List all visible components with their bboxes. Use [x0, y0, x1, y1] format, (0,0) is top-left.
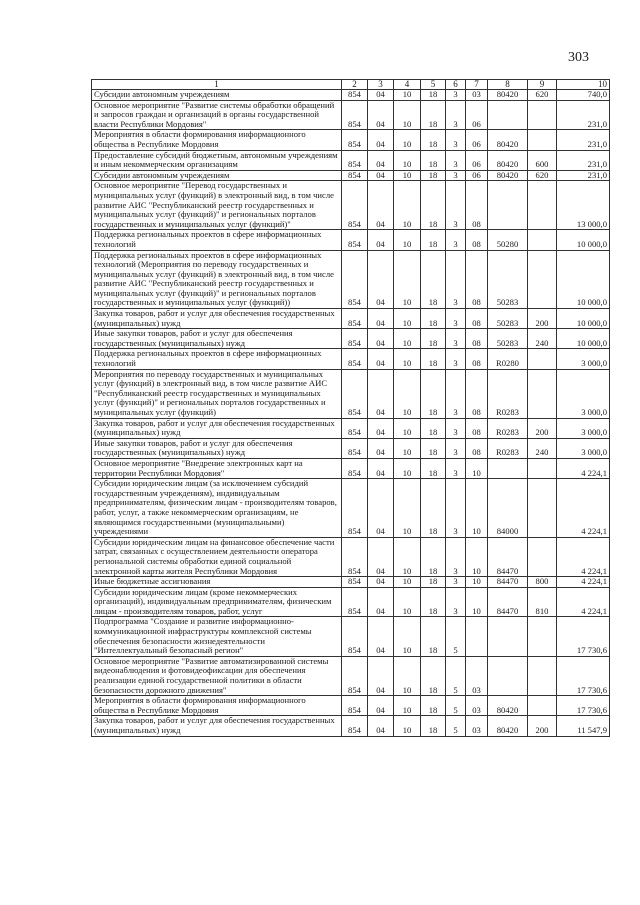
subprogram-cell: 3	[446, 587, 466, 617]
expense-type-cell	[528, 656, 557, 695]
amount-cell: 3 000,0	[557, 369, 610, 418]
budget-table	[91, 79, 610, 737]
kvsr-cell: 854	[342, 418, 368, 438]
row-name-cell: Поддержка региональных проектов в сфере информационных технологий	[92, 349, 342, 369]
amount-cell: 10 000,0	[557, 230, 610, 250]
measure-cell: 03	[466, 656, 488, 695]
direction-cell: 50283	[488, 250, 528, 309]
table-row	[92, 577, 610, 588]
section-cell: 04	[368, 130, 394, 150]
subprogram-cell: 3	[446, 250, 466, 309]
kvsr-cell: 854	[342, 587, 368, 617]
amount-cell: 4 224,1	[557, 577, 610, 588]
expense-type-cell	[528, 349, 557, 369]
table-row	[92, 656, 610, 695]
section-cell: 04	[368, 100, 394, 130]
direction-cell: 50283	[488, 309, 528, 329]
program-cell: 18	[421, 696, 446, 716]
direction-cell: R0283	[488, 418, 528, 438]
row-name-cell: Подпрограмма "Создание и развитие информационно-коммуникационной инфраструктуры комплексной системы обеспечения безопасности жизнедеятельности "Интеллектуальный безопасный регион"	[92, 617, 342, 656]
direction-cell: 80420	[488, 130, 528, 150]
section-cell: 04	[368, 438, 394, 458]
subprogram-cell: 3	[446, 537, 466, 576]
table-row	[92, 587, 610, 617]
section-cell: 04	[368, 458, 394, 478]
amount-cell: 10 000,0	[557, 329, 610, 349]
direction-cell: 84470	[488, 537, 528, 576]
subsection-cell: 10	[394, 150, 421, 170]
subprogram-cell: 5	[446, 617, 466, 656]
expense-type-cell	[528, 100, 557, 130]
kvsr-cell: 854	[342, 696, 368, 716]
subprogram-cell: 5	[446, 656, 466, 695]
kvsr-cell: 854	[342, 90, 368, 101]
direction-cell	[488, 617, 528, 656]
subsection-cell: 10	[394, 537, 421, 576]
table-row	[92, 716, 610, 736]
row-name-cell: Основное мероприятие "Развитие автоматизированной системы видеонаблюдения и фотовидеофиксации для обеспечения реализации единой государственной политики в области безопасности дорожного движения"	[92, 656, 342, 695]
column-header: 9	[528, 80, 557, 90]
direction-cell: 80420	[488, 170, 528, 181]
column-header: 2	[342, 80, 368, 90]
kvsr-cell: 854	[342, 170, 368, 181]
program-cell: 18	[421, 716, 446, 736]
expense-type-cell: 620	[528, 90, 557, 101]
direction-cell	[488, 181, 528, 230]
subprogram-cell: 3	[446, 100, 466, 130]
measure-cell: 10	[466, 458, 488, 478]
table-row	[92, 100, 610, 130]
program-cell: 18	[421, 617, 446, 656]
subprogram-cell: 3	[446, 170, 466, 181]
kvsr-cell: 854	[342, 479, 368, 538]
measure-cell: 03	[466, 90, 488, 101]
measure-cell: 10	[466, 537, 488, 576]
measure-cell: 08	[466, 418, 488, 438]
section-cell: 04	[368, 250, 394, 309]
direction-cell	[488, 458, 528, 478]
column-header: 4	[394, 80, 421, 90]
program-cell: 18	[421, 100, 446, 130]
row-name-cell: Субсидии юридическим лицам (за исключением субсидий государственным учреждениям), индивидуальным предпринимателям, физическим лицам - производителям товаров, работ, услуг, а также некоммерческим организациям, не являющимся государственными (муниципальными) учреждениями	[92, 479, 342, 538]
expense-type-cell	[528, 181, 557, 230]
subsection-cell: 10	[394, 656, 421, 695]
section-cell: 04	[368, 90, 394, 101]
table-row	[92, 696, 610, 716]
subprogram-cell: 3	[446, 418, 466, 438]
kvsr-cell: 854	[342, 438, 368, 458]
expense-type-cell: 810	[528, 587, 557, 617]
expense-type-cell	[528, 537, 557, 576]
direction-cell: 80420	[488, 150, 528, 170]
amount-cell: 4 224,1	[557, 458, 610, 478]
subprogram-cell: 3	[446, 130, 466, 150]
measure-cell: 08	[466, 309, 488, 329]
section-cell: 04	[368, 577, 394, 588]
subprogram-cell: 3	[446, 90, 466, 101]
row-name-cell: Закупка товаров, работ и услуг для обеспечения государственных (муниципальных) нужд	[92, 418, 342, 438]
table-row	[92, 369, 610, 418]
subprogram-cell: 3	[446, 349, 466, 369]
amount-cell: 231,0	[557, 130, 610, 150]
direction-cell: 80420	[488, 696, 528, 716]
subprogram-cell: 5	[446, 716, 466, 736]
column-header: 6	[446, 80, 466, 90]
program-cell: 18	[421, 181, 446, 230]
table-row	[92, 349, 610, 369]
expense-type-cell	[528, 479, 557, 538]
expense-type-cell	[528, 369, 557, 418]
section-cell: 04	[368, 170, 394, 181]
kvsr-cell: 854	[342, 181, 368, 230]
amount-cell: 4 224,1	[557, 479, 610, 538]
direction-cell: 84000	[488, 479, 528, 538]
measure-cell: 03	[466, 716, 488, 736]
direction-cell: 84470	[488, 587, 528, 617]
subsection-cell: 10	[394, 716, 421, 736]
table-row	[92, 230, 610, 250]
section-cell: 04	[368, 656, 394, 695]
direction-cell: R0280	[488, 349, 528, 369]
program-cell: 18	[421, 587, 446, 617]
amount-cell: 231,0	[557, 170, 610, 181]
amount-cell: 740,0	[557, 90, 610, 101]
row-name-cell: Иные бюджетные ассигнования	[92, 577, 342, 588]
expense-type-cell	[528, 250, 557, 309]
subsection-cell: 10	[394, 329, 421, 349]
kvsr-cell: 854	[342, 309, 368, 329]
table-row	[92, 170, 610, 181]
column-header: 1	[92, 80, 342, 90]
table-row	[92, 458, 610, 478]
kvsr-cell: 854	[342, 100, 368, 130]
measure-cell: 10	[466, 479, 488, 538]
amount-cell: 10 000,0	[557, 250, 610, 309]
program-cell: 18	[421, 309, 446, 329]
row-name-cell: Субсидии автономным учреждениям	[92, 170, 342, 181]
table-row	[92, 479, 610, 538]
row-name-cell: Закупка товаров, работ и услуг для обеспечения государственных (муниципальных) нужд	[92, 309, 342, 329]
kvsr-cell: 854	[342, 230, 368, 250]
kvsr-cell: 854	[342, 716, 368, 736]
section-cell: 04	[368, 181, 394, 230]
section-cell: 04	[368, 349, 394, 369]
row-name-cell: Поддержка региональных проектов в сфере информационных технологий (Мероприятия по переводу государственных и муниципальных услуг (функций) в электронный вид, в том числе развитие АИС "Республиканский реестр государственных и муниципальных услуг (функций)" и региональных порталов государственных и муниципальных услуг (функций))	[92, 250, 342, 309]
subsection-cell: 10	[394, 577, 421, 588]
expense-type-cell	[528, 696, 557, 716]
page-number: 303	[568, 50, 589, 65]
measure-cell: 08	[466, 181, 488, 230]
amount-cell: 17 730,6	[557, 656, 610, 695]
amount-cell: 10 000,0	[557, 309, 610, 329]
amount-cell: 3 000,0	[557, 349, 610, 369]
kvsr-cell: 854	[342, 329, 368, 349]
kvsr-cell: 854	[342, 537, 368, 576]
program-cell: 18	[421, 170, 446, 181]
amount-cell: 13 000,0	[557, 181, 610, 230]
direction-cell: 50280	[488, 230, 528, 250]
section-cell: 04	[368, 329, 394, 349]
expense-type-cell	[528, 230, 557, 250]
row-name-cell: Субсидии юридическим лицам на финансовое обеспечение части затрат, связанных с осуществлением деятельности оператора региональной системы обработки единой социальной электронной карты жителя Республики Мордовия	[92, 537, 342, 576]
subprogram-cell: 3	[446, 150, 466, 170]
measure-cell: 10	[466, 587, 488, 617]
program-cell: 18	[421, 90, 446, 101]
kvsr-cell: 854	[342, 349, 368, 369]
section-cell: 04	[368, 150, 394, 170]
row-name-cell: Мероприятия в области формирования информационного общества в Республике Мордовия	[92, 696, 342, 716]
expense-type-cell: 240	[528, 329, 557, 349]
subsection-cell: 10	[394, 181, 421, 230]
program-cell: 18	[421, 656, 446, 695]
table-row	[92, 150, 610, 170]
subsection-cell: 10	[394, 696, 421, 716]
subprogram-cell: 3	[446, 479, 466, 538]
subsection-cell: 10	[394, 250, 421, 309]
table-row	[92, 250, 610, 309]
amount-cell: 231,0	[557, 150, 610, 170]
direction-cell: 50283	[488, 329, 528, 349]
row-name-cell: Иные закупки товаров, работ и услуг для обеспечения государственных (муниципальных) нужд	[92, 329, 342, 349]
program-cell: 18	[421, 329, 446, 349]
table-row	[92, 130, 610, 150]
expense-type-cell: 800	[528, 577, 557, 588]
kvsr-cell: 854	[342, 617, 368, 656]
section-cell: 04	[368, 537, 394, 576]
subsection-cell: 10	[394, 617, 421, 656]
section-cell: 04	[368, 418, 394, 438]
subprogram-cell: 3	[446, 309, 466, 329]
table-row	[92, 537, 610, 576]
expense-type-cell: 200	[528, 716, 557, 736]
subsection-cell: 10	[394, 479, 421, 538]
program-cell: 18	[421, 418, 446, 438]
measure-cell: 10	[466, 577, 488, 588]
row-name-cell: Предоставление субсидий бюджетным, автономным учреждениям и иным некоммерческим организациям	[92, 150, 342, 170]
row-name-cell: Основное мероприятие "Внедрение электронных карт на территории Республики Мордовия"	[92, 458, 342, 478]
row-name-cell: Основное мероприятие "Перевод государственных и муниципальных услуг (функций) в электронный вид, в том числе развитие АИС "Республиканский реестр государственных и муниципальных услуг (функций)" и региональных порталов государственных и муниципальных услуг (функций)"	[92, 181, 342, 230]
row-name-cell: Субсидии юридическим лицам (кроме некоммерческих организаций), индивидуальным предпринимателям, физическим лицам - производителям товаров, работ, услуг	[92, 587, 342, 617]
amount-cell: 11 547,9	[557, 716, 610, 736]
subprogram-cell: 3	[446, 329, 466, 349]
program-cell: 18	[421, 479, 446, 538]
measure-cell: 06	[466, 100, 488, 130]
section-cell: 04	[368, 716, 394, 736]
measure-cell: 08	[466, 369, 488, 418]
expense-type-cell: 200	[528, 418, 557, 438]
direction-cell: R0283	[488, 369, 528, 418]
measure-cell: 06	[466, 150, 488, 170]
subsection-cell: 10	[394, 369, 421, 418]
subsection-cell: 10	[394, 309, 421, 329]
direction-cell	[488, 100, 528, 130]
expense-type-cell: 600	[528, 150, 557, 170]
amount-cell: 3 000,0	[557, 418, 610, 438]
expense-type-cell: 240	[528, 438, 557, 458]
measure-cell: 08	[466, 438, 488, 458]
subsection-cell: 10	[394, 170, 421, 181]
section-cell: 04	[368, 479, 394, 538]
column-header: 3	[368, 80, 394, 90]
section-cell: 04	[368, 309, 394, 329]
amount-cell: 3 000,0	[557, 438, 610, 458]
table-row	[92, 418, 610, 438]
measure-cell: 08	[466, 250, 488, 309]
subsection-cell: 10	[394, 100, 421, 130]
program-cell: 18	[421, 577, 446, 588]
row-name-cell: Поддержка региональных проектов в сфере информационных технологий	[92, 230, 342, 250]
subprogram-cell: 5	[446, 696, 466, 716]
subprogram-cell: 3	[446, 577, 466, 588]
program-cell: 18	[421, 250, 446, 309]
expense-type-cell	[528, 458, 557, 478]
row-name-cell: Иные закупки товаров, работ и услуг для обеспечения государственных (муниципальных) нужд	[92, 438, 342, 458]
row-name-cell: Закупка товаров, работ и услуг для обеспечения государственных (муниципальных) нужд	[92, 716, 342, 736]
subsection-cell: 10	[394, 349, 421, 369]
measure-cell: 06	[466, 130, 488, 150]
expense-type-cell: 200	[528, 309, 557, 329]
section-cell: 04	[368, 230, 394, 250]
subprogram-cell: 3	[446, 438, 466, 458]
direction-cell: 84470	[488, 577, 528, 588]
column-header: 5	[421, 80, 446, 90]
measure-cell: 08	[466, 230, 488, 250]
program-cell: 18	[421, 458, 446, 478]
subsection-cell: 10	[394, 230, 421, 250]
column-header: 8	[488, 80, 528, 90]
subprogram-cell: 3	[446, 230, 466, 250]
subsection-cell: 10	[394, 130, 421, 150]
kvsr-cell: 854	[342, 369, 368, 418]
measure-cell: 03	[466, 696, 488, 716]
row-name-cell: Субсидии автономным учреждениям	[92, 90, 342, 101]
kvsr-cell: 854	[342, 250, 368, 309]
measure-cell	[466, 617, 488, 656]
table-row	[92, 438, 610, 458]
section-cell: 04	[368, 617, 394, 656]
kvsr-cell: 854	[342, 656, 368, 695]
subsection-cell: 10	[394, 458, 421, 478]
section-cell: 04	[368, 369, 394, 418]
row-name-cell: Основное мероприятие "Развитие системы обработки обращений и запросов граждан и организаций в органы государственной власти Республики Мордовия"	[92, 100, 342, 130]
table-row	[92, 90, 610, 101]
kvsr-cell: 854	[342, 577, 368, 588]
row-name-cell: Мероприятия в области формирования информационного общества в Республике Мордовия	[92, 130, 342, 150]
table-row	[92, 181, 610, 230]
section-cell: 04	[368, 696, 394, 716]
direction-cell: R0283	[488, 438, 528, 458]
subprogram-cell: 3	[446, 369, 466, 418]
row-name-cell: Мероприятия по переводу государственных и муниципальных услуг (функций) в электронный вид, в том числе развитие АИС "Республиканский реестр государственных и муниципальных услуг (функций)" и региональных порталов государственных и муниципальных услуг (функций)	[92, 369, 342, 418]
program-cell: 18	[421, 230, 446, 250]
subprogram-cell: 3	[446, 458, 466, 478]
amount-cell: 231,0	[557, 100, 610, 130]
subsection-cell: 10	[394, 438, 421, 458]
program-cell: 18	[421, 349, 446, 369]
amount-cell: 17 730,6	[557, 617, 610, 656]
subprogram-cell: 3	[446, 181, 466, 230]
amount-cell: 4 224,1	[557, 537, 610, 576]
program-cell: 18	[421, 438, 446, 458]
header-row	[92, 80, 610, 90]
table-row	[92, 309, 610, 329]
measure-cell: 08	[466, 329, 488, 349]
measure-cell: 08	[466, 349, 488, 369]
expense-type-cell: 620	[528, 170, 557, 181]
subsection-cell: 10	[394, 418, 421, 438]
section-cell: 04	[368, 587, 394, 617]
kvsr-cell: 854	[342, 150, 368, 170]
measure-cell: 06	[466, 170, 488, 181]
table-row	[92, 329, 610, 349]
column-header: 7	[466, 80, 488, 90]
subsection-cell: 10	[394, 587, 421, 617]
subsection-cell: 10	[394, 90, 421, 101]
kvsr-cell: 854	[342, 130, 368, 150]
program-cell: 18	[421, 537, 446, 576]
program-cell: 18	[421, 150, 446, 170]
kvsr-cell: 854	[342, 458, 368, 478]
amount-cell: 17 730,6	[557, 696, 610, 716]
program-cell: 18	[421, 369, 446, 418]
expense-type-cell	[528, 617, 557, 656]
direction-cell	[488, 656, 528, 695]
direction-cell: 80420	[488, 716, 528, 736]
direction-cell: 80420	[488, 90, 528, 101]
amount-cell: 4 224,1	[557, 587, 610, 617]
table-row	[92, 617, 610, 656]
expense-type-cell	[528, 130, 557, 150]
column-header: 10	[557, 80, 610, 90]
program-cell: 18	[421, 130, 446, 150]
